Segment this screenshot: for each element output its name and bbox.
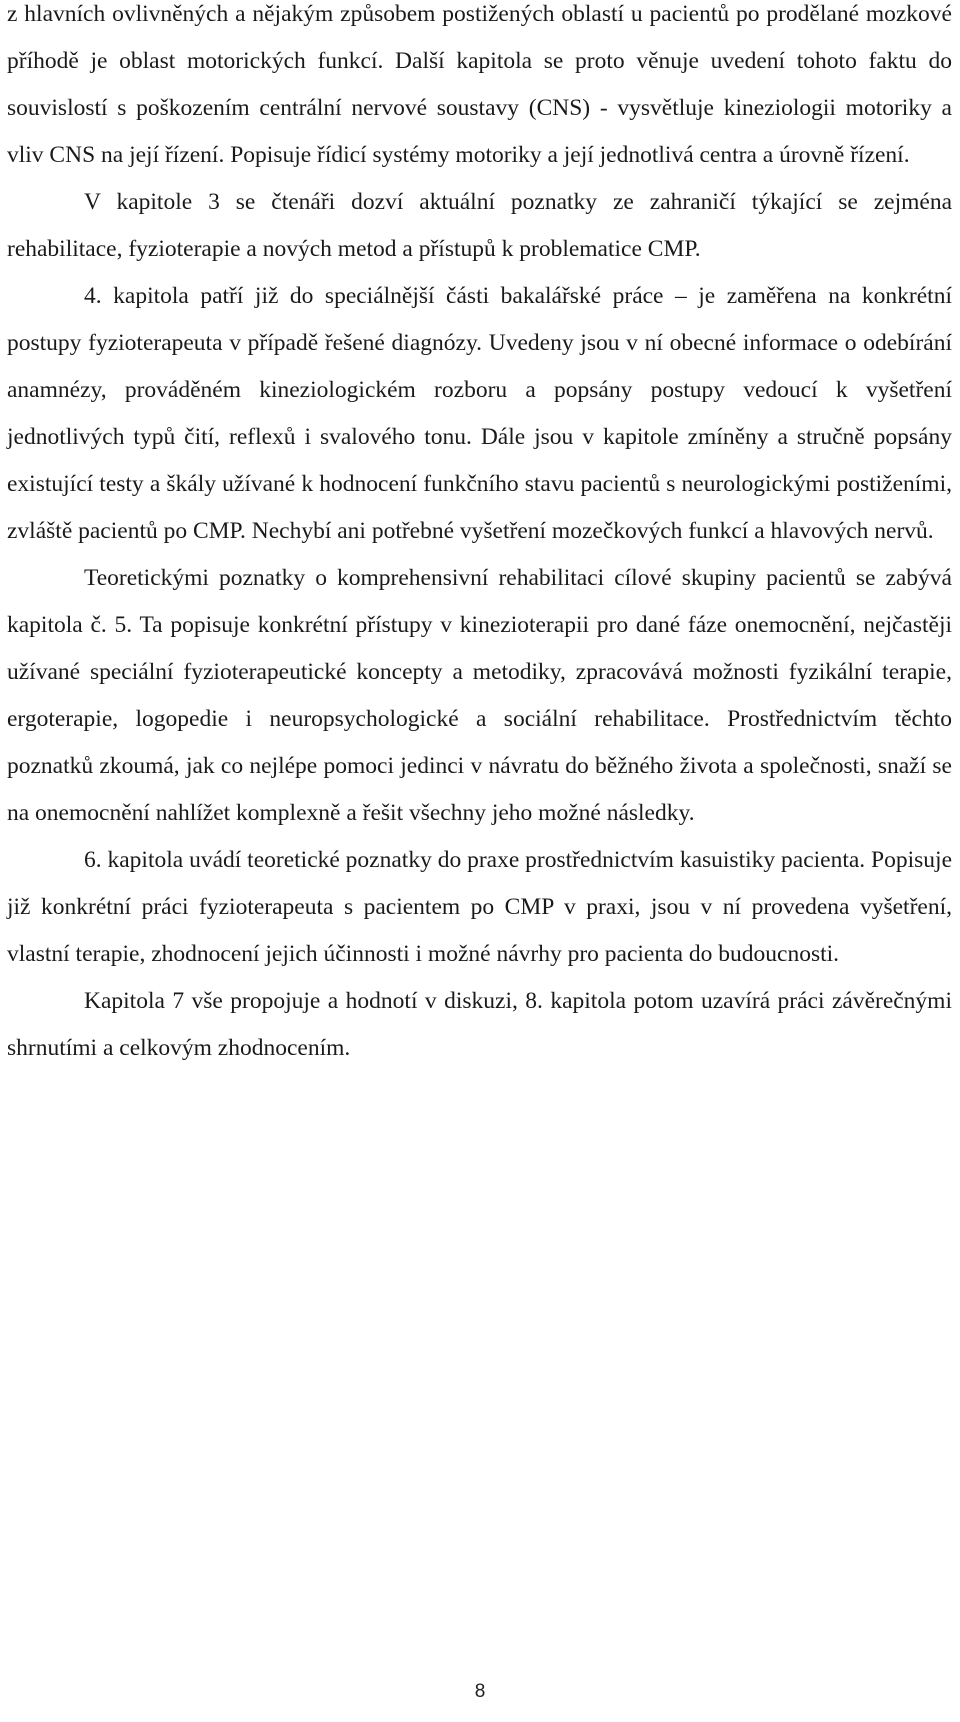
body-text [7, 0, 952, 1072]
paragraph-continuation: z hlavních ovlivněných a nějakým způsobem postižených oblastí u pacientů po prodělané mozkové příhodě je oblast motorických funkcí. Další kapitola se proto věnuje uvedení tohoto faktu do souvislostí s poškozením centrální nervové soustavy (CNS) - vysvětluje kineziologii motoriky a vliv CNS na její řízení. Popisuje řídicí systémy motoriky a její jednotlivá centra a úrovně řízení. [7, 1, 952, 168]
paragraph-chapter-3: V kapitole 3 se čtenáři dozví aktuální poznatky ze zahraničí týkající se zejména rehabilitace, fyzioterapie a nových metod a přístupů k problematice CMP. [7, 189, 952, 262]
paragraph-chapter-7-8: Kapitola 7 vše propojuje a hodnotí v diskuzi, 8. kapitola potom uzavírá práci závěrečnými shrnutími a celkovým zhodnocením. [7, 988, 952, 1061]
paragraph-chapter-5: Teoretickými poznatky o komprehensivní rehabilitaci cílové skupiny pacientů se zabývá kapitola č. 5. Ta popisuje konkrétní přístupy v kinezioterapii pro dané fáze onemocnění, nejčastěji užívané speciální fyzioterapeutické koncepty a metodiky, zpracovává možnosti fyzikální terapie, ergoterapie, logopedie i neuropsychologické a sociální rehabilitace. Prostřednictvím těchto poznatků zkoumá, jak co nejlépe pomoci jedinci v návratu do běžného života a společnosti, snaží se na onemocnění nahlížet komplexně a řešit všechny jeho možné následky. [7, 565, 952, 826]
paragraph-chapter-6: 6. kapitola uvádí teoretické poznatky do praxe prostřednictvím kasuistiky pacienta. Popisuje již konkrétní práci fyzioterapeuta s pacientem po CMP v praxi, jsou v ní provedena vyšetření, vlastní terapie, zhodnocení jejich účinnosti i možné návrhy pro pacienta do budoucnosti. [7, 847, 952, 967]
page-number: 8 [474, 1681, 486, 1702]
paragraph-chapter-4: 4. kapitola patří již do speciálnější části bakalářské práce – je zaměřena na konkrétní postupy fyzioterapeuta v případě řešené diagnózy. Uvedeny jsou v ní obecné informace o odebírání anamnézy, prováděném kineziologickém rozboru a popsány postupy vedoucí k vyšetření jednotlivých typů čití, reflexů i svalového tonu. Dále jsou v kapitole zmíněny a stručně popsány existující testy a škály užívané k hodnocení funkčního stavu pacientů s neurologickými postiženími, zvláště pacientů po CMP. Nechybí ani potřebné vyšetření mozečkových funkcí a hlavových nervů. [7, 283, 952, 544]
